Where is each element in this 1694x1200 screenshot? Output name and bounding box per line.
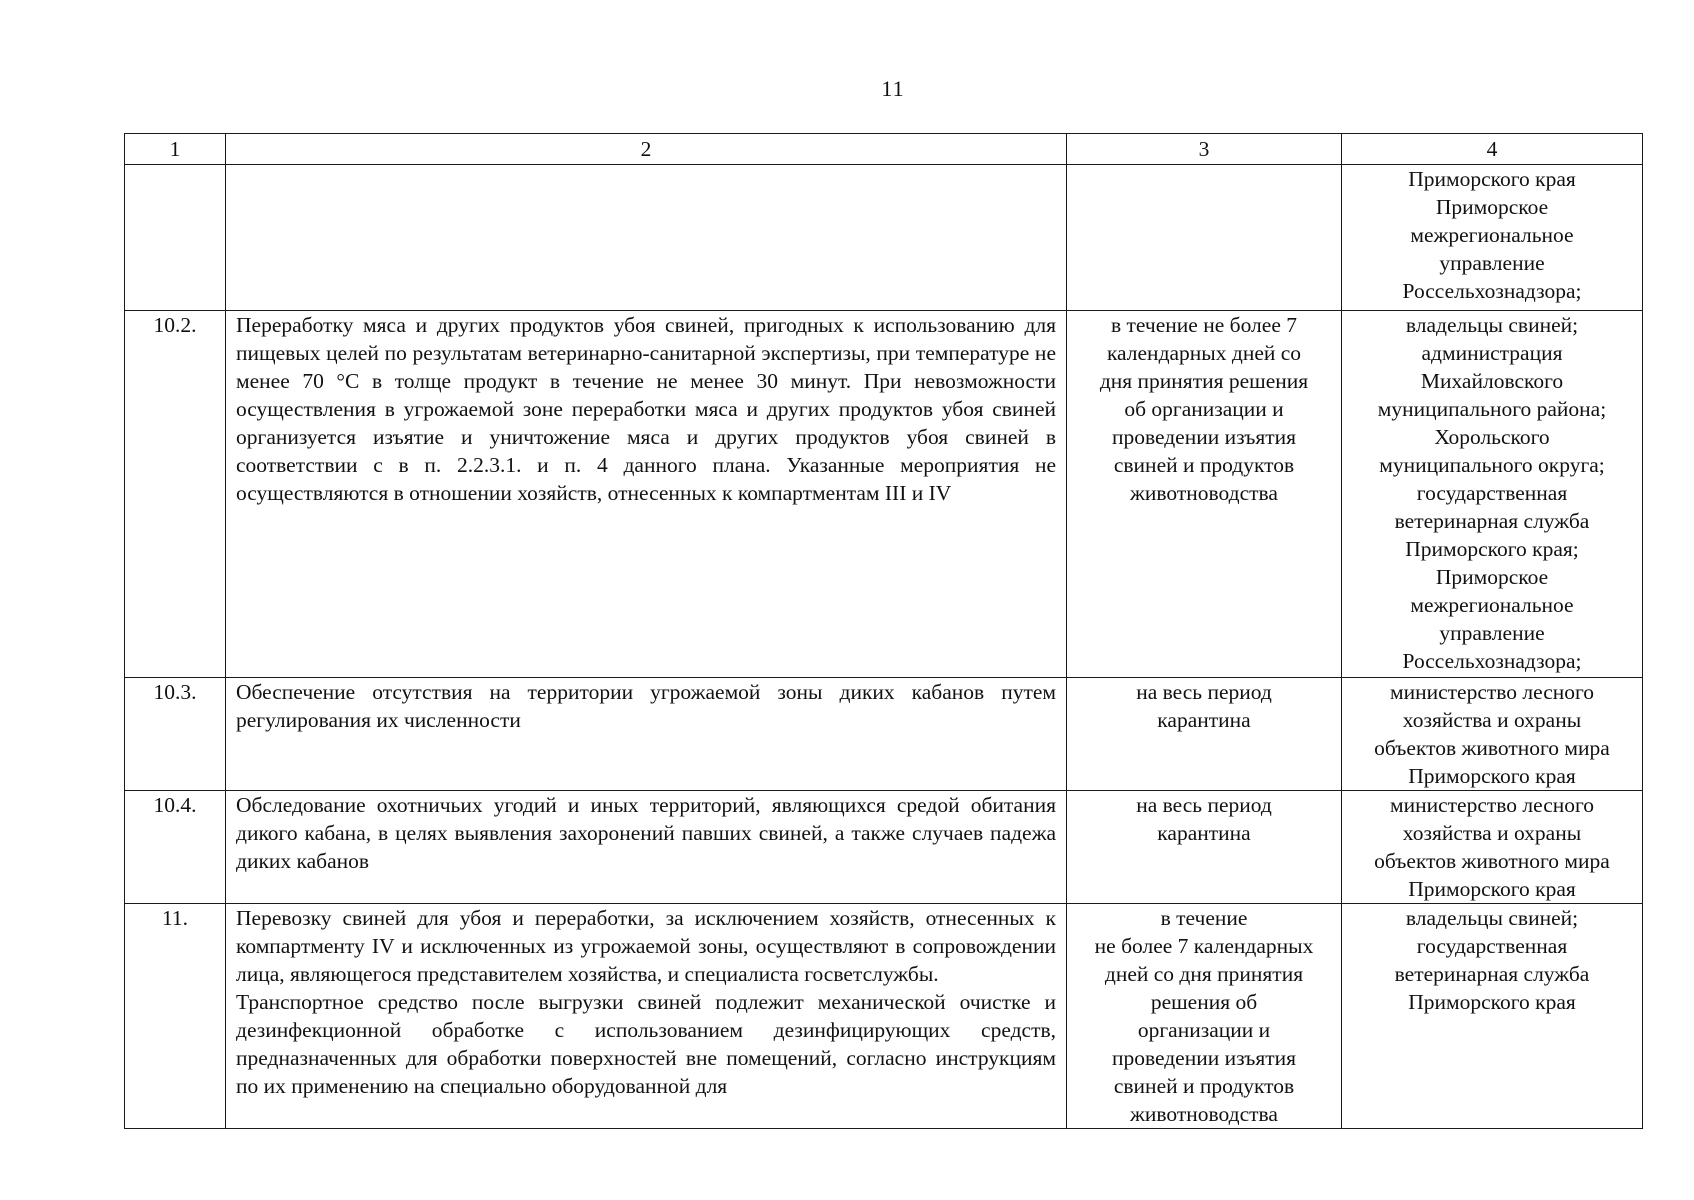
responsible-line: Приморского края (1408, 167, 1576, 191)
responsible-line: министерство лесного (1389, 793, 1595, 817)
column-header-responsible: 4 (1342, 134, 1643, 165)
term-line: дня принятия решения (1099, 369, 1309, 393)
term-line: об организации и (1124, 397, 1284, 421)
responsible-line: межрегиональное (1410, 593, 1574, 617)
row-term (1067, 904, 1342, 1129)
row-term (1067, 678, 1342, 791)
term-line: животноводства (1130, 481, 1278, 505)
responsible-line: Приморское (1435, 195, 1549, 219)
responsible-line: межрегиональное (1410, 223, 1574, 247)
responsible-line: государственная (1416, 934, 1568, 958)
responsible-line: объектов животного мира (1374, 736, 1610, 760)
term-line: календарных дней со (1106, 341, 1302, 365)
table-row (125, 791, 1643, 904)
measure-paragraph: Транспортное средство после выгрузки свиней подлежит механической очистке и дезинфекционной обработке с использованием дезинфицирующих средств, предназначенных для обработки поверхностей вне помещений, согласно инструкциям по их применению на специально оборудованной для (236, 990, 1056, 1098)
responsible-line: муниципального района; (1377, 397, 1607, 421)
responsible-line: ветеринарная служба (1394, 962, 1590, 986)
row-number: 10.2. (125, 311, 226, 678)
row-number: 11. (125, 904, 226, 1129)
row-term (1067, 791, 1342, 904)
page-number: 11 (881, 76, 905, 101)
term-line: проведении изъятия (1111, 425, 1297, 449)
row-measure (226, 165, 1067, 311)
responsible-line: Михайловского (1420, 369, 1564, 393)
responsible-line: объектов животного мира (1374, 849, 1610, 873)
term-line: на весь период (1136, 793, 1272, 817)
table-body (125, 165, 1643, 1129)
term-line: в течение (1160, 906, 1248, 930)
responsible-line: министерство лесного (1389, 680, 1595, 704)
responsible-line: Россельхознадзора; (1402, 279, 1582, 303)
measures-table (124, 133, 1643, 1129)
responsible-line: государственная (1416, 481, 1568, 505)
responsible-line: Приморское (1435, 565, 1549, 589)
row-number: 10.3. (125, 678, 226, 791)
row-number: 10.4. (125, 791, 226, 904)
responsible-line: хозяйства и охраны (1402, 821, 1582, 845)
row-measure (226, 311, 1067, 678)
measure-paragraph: Перевозку свиней для убоя и переработки, за исключением хозяйств, отнесенных к компартменту IV и исключенных из угрожаемой зоны, осуществляют в сопровождении лица, являющегося представителем хозяйства, и специалиста госветслужбы. (236, 906, 1056, 986)
term-line: в течение не более 7 (1111, 313, 1297, 337)
responsible-line: управление (1439, 621, 1545, 645)
term-line: проведении изъятия (1111, 1046, 1297, 1070)
table-row (125, 678, 1643, 791)
column-header-measure: 2 (226, 134, 1067, 165)
table-header-row (125, 134, 1643, 165)
table-row (125, 904, 1643, 1129)
term-line: карантина (1157, 821, 1251, 845)
responsible-line: владельцы свиней; (1405, 313, 1579, 337)
column-header-number: 1 (125, 134, 226, 165)
row-measure (226, 791, 1067, 904)
term-line: дней со дня принятия (1104, 962, 1304, 986)
row-measure (226, 904, 1067, 1129)
row-number (125, 165, 226, 311)
responsible-line: Россельхознадзора; (1402, 649, 1582, 673)
term-line: на весь период (1136, 680, 1272, 704)
row-responsible (1342, 678, 1643, 791)
responsible-line: Приморского края; (1405, 537, 1579, 561)
responsible-line: ветеринарная служба (1394, 509, 1590, 533)
responsible-line: владельцы свиней; (1405, 906, 1579, 930)
responsible-line: Приморского края (1408, 990, 1576, 1014)
term-line: животноводства (1130, 1102, 1278, 1126)
responsible-line: хозяйства и охраны (1402, 708, 1582, 732)
measure-paragraph: Переработку мяса и других продуктов убоя свиней, пригодных к использованию для пищевых целей по результатам ветеринарно-санитарной экспертизы, при температуре не менее 70 °С в толще продукт в течение не менее 30 минут. При невозможности осуществления в угрожаемой зоне переработки мяса и других продуктов убоя свиней организуется изъятие и уничтожение мяса и других продуктов убоя свиней в соответствии с в п. 2.2.3.1. и п. 4 данного плана. Указанные мероприятия не осуществляются в отношении хозяйств, отнесенных к компартментам III и IV (236, 313, 1056, 505)
term-line: организации и (1137, 1018, 1271, 1042)
row-term (1067, 165, 1342, 311)
measure-paragraph: Обеспечение отсутствия на территории угрожаемой зоны диких кабанов путем регулирования их численности (236, 680, 1056, 732)
responsible-line: Приморского края (1408, 764, 1576, 788)
term-line: не более 7 календарных (1094, 934, 1314, 958)
term-line: карантина (1157, 708, 1251, 732)
measure-paragraph: Обследование охотничьих угодий и иных территорий, являющихся средой обитания дикого кабана, в целях выявления захоронений павших свиней, а также случаев падежа диких кабанов (236, 793, 1056, 873)
table-row (125, 165, 1643, 311)
table-row (125, 311, 1643, 678)
term-line: свиней и продуктов (1113, 453, 1295, 477)
responsible-line: Приморского края (1408, 877, 1576, 901)
term-line: свиней и продуктов (1113, 1074, 1295, 1098)
responsible-line: Хорольского (1434, 425, 1550, 449)
row-responsible (1342, 165, 1643, 311)
term-line: решения об (1150, 990, 1258, 1014)
column-header-term: 3 (1067, 134, 1342, 165)
row-responsible (1342, 904, 1643, 1129)
row-responsible (1342, 311, 1643, 678)
responsible-line: муниципального округа; (1379, 453, 1605, 477)
responsible-line: администрация (1421, 341, 1563, 365)
row-responsible (1342, 791, 1643, 904)
row-measure (226, 678, 1067, 791)
responsible-line: управление (1439, 251, 1545, 275)
row-term (1067, 311, 1342, 678)
